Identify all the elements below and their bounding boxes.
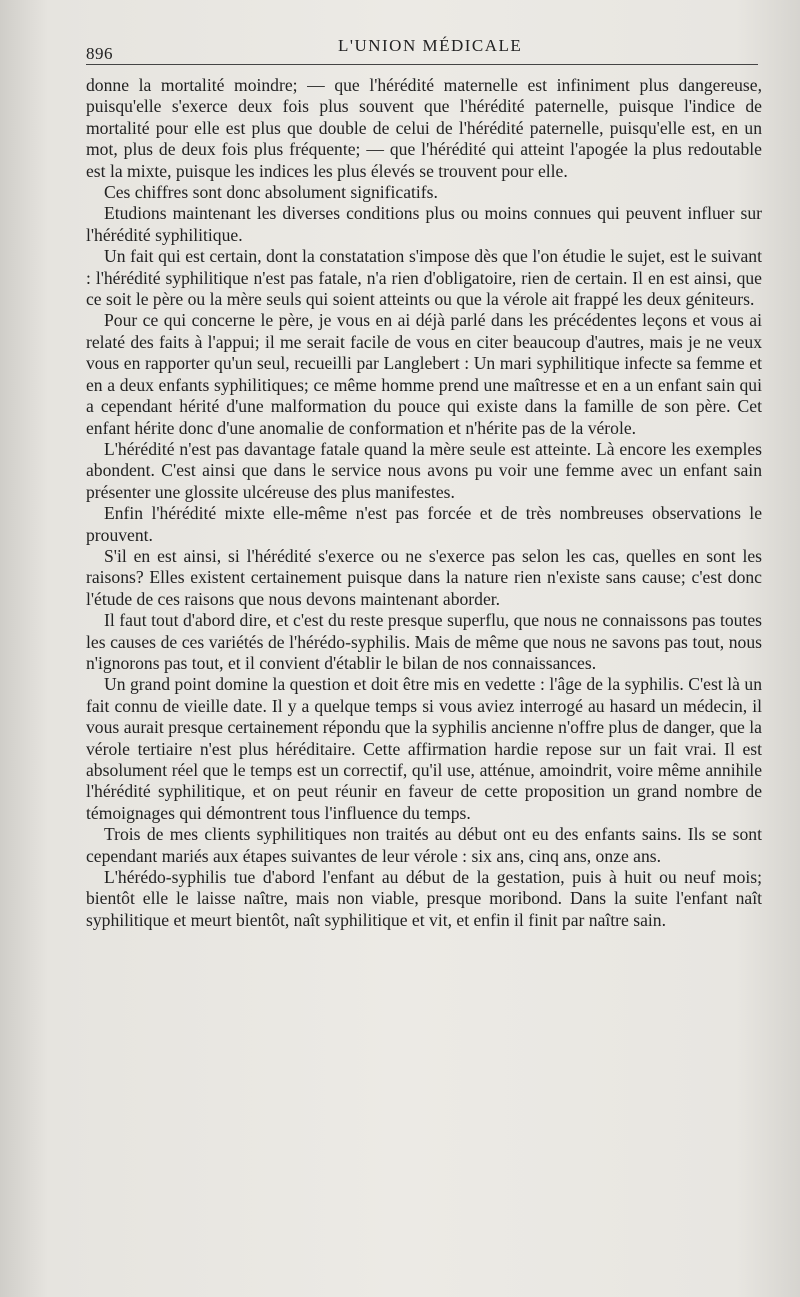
page-header xyxy=(86,30,756,64)
body-text xyxy=(86,75,762,931)
header-rule xyxy=(86,64,758,65)
paragraph: Etudions maintenant les diverses conditions plus ou moins connues qui peuvent influer sur l'hérédité syphilitique. xyxy=(86,203,762,245)
paragraph: Ces chiffres sont donc absolument significatifs. xyxy=(104,182,438,203)
paragraph: S'il en est ainsi, si l'hérédité s'exerce ou ne s'exerce pas selon les cas, quelles en sont les raisons? Elles existent certainement puisque dans la nature rien n'existe sans cause; c'est donc l'étude de ces raisons que nous devons maintenant aborder. xyxy=(86,545,762,609)
paragraph: donne la mortalité moindre; — que l'hérédité maternelle est infiniment plus dangereuse, puisqu'elle s'exerce deux fois plus souvent que l'hérédité paternelle, puisque l'indice de mortalité pour elle est plus que double de celui de l'hérédité paternelle, puisqu'elle est, en un mot, plus de deux fois plus fréquente; — que l'hérédité qui atteint l'apogée la plus redoutable est la mixte, puisque les indices les plus élevés se trouvent pour elle. xyxy=(86,75,762,181)
paragraph: Un fait qui est certain, dont la constatation s'impose dès que l'on étudie le sujet, est le suivant : l'hérédité syphilitique n'est pas fatale, n'a rien d'obligatoire, rien de certain. Il en est ainsi, que ce soit le père ou la mère seuls qui soient atteints ou que la vérole ait frappé les deux géniteurs. xyxy=(86,246,762,310)
paragraph: L'hérédité n'est pas davantage fatale quand la mère seule est atteinte. Là encore les exemples abondent. C'est ainsi que dans le service nous avons pu voir une femme avec un enfant sain présenter une glossite ulcéreuse des plus manifestes. xyxy=(86,438,762,502)
paragraph: Pour ce qui concerne le père, je vous en ai déjà parlé dans les précédentes leçons et vous ai relaté des faits à l'appui; il me serait facile de vous en citer beaucoup d'autres, mais je ne veux vous en rapporter qu'un seul, recueilli par Langlebert : Un mari syphilitique infecte sa femme et en a deux enfants syphilitiques; ce même homme prend une maîtresse et en a un enfant sain qui a cependant hérité d'une malformation du pouce qui existe dans la famille de son père. Cet enfant hérite donc d'une anomalie de conformation et n'hérite pas de la vérole. xyxy=(86,310,762,438)
paragraph: Enfin l'hérédité mixte elle-même n'est pas forcée et de très nombreuses observations le prouvent. xyxy=(86,503,762,545)
paragraph: Trois de mes clients syphilitiques non traités au début ont eu des enfants sains. Ils se sont cependant mariés aux étapes suivantes de leur vérole : six ans, cinq ans, onze ans. xyxy=(86,824,762,866)
paragraph: Un grand point domine la question et doit être mis en vedette : l'âge de la syphilis. C'est là un fait connu de vieille date. Il y a quelque temps si vous aviez interrogé au hasard un médecin, il vous aurait presque certainement répondu que la syphilis ancienne n'offre plus de danger, que la vérole tertiaire n'est plus héréditaire. Cette affirmation hardie repose sur un fait vrai. Il est absolument réel que le temps est un correctif, qu'il use, atténue, amoindrit, voire même annihile l'hérédité syphilitique, et on peut réunir en faveur de cette proposition un grand nombre de témoignages qui démontrent tous l'influence du temps. xyxy=(86,674,762,823)
running-title: L'UNION MÉDICALE xyxy=(338,36,523,55)
paragraph: Il faut tout d'abord dire, et c'est du reste presque superflu, que nous ne connaissons pas toutes les causes de ces variétés de l'hérédo-syphilis. Mais de même que nous ne savons pas tout, nous n'ignorons pas tout, et il convient d'établir le bilan de nos connaissances. xyxy=(86,610,762,673)
paragraph: L'hérédo-syphilis tue d'abord l'enfant au début de la gestation, puis à huit ou neuf mois; bientôt elle le laisse naître, mais non viable, presque moribond. Dans la suite l'enfant naît syphilitique et meurt bientôt, naît syphilitique et vit, et enfin il finit par naître sain. xyxy=(86,867,762,930)
page-number: 896 xyxy=(86,44,113,63)
